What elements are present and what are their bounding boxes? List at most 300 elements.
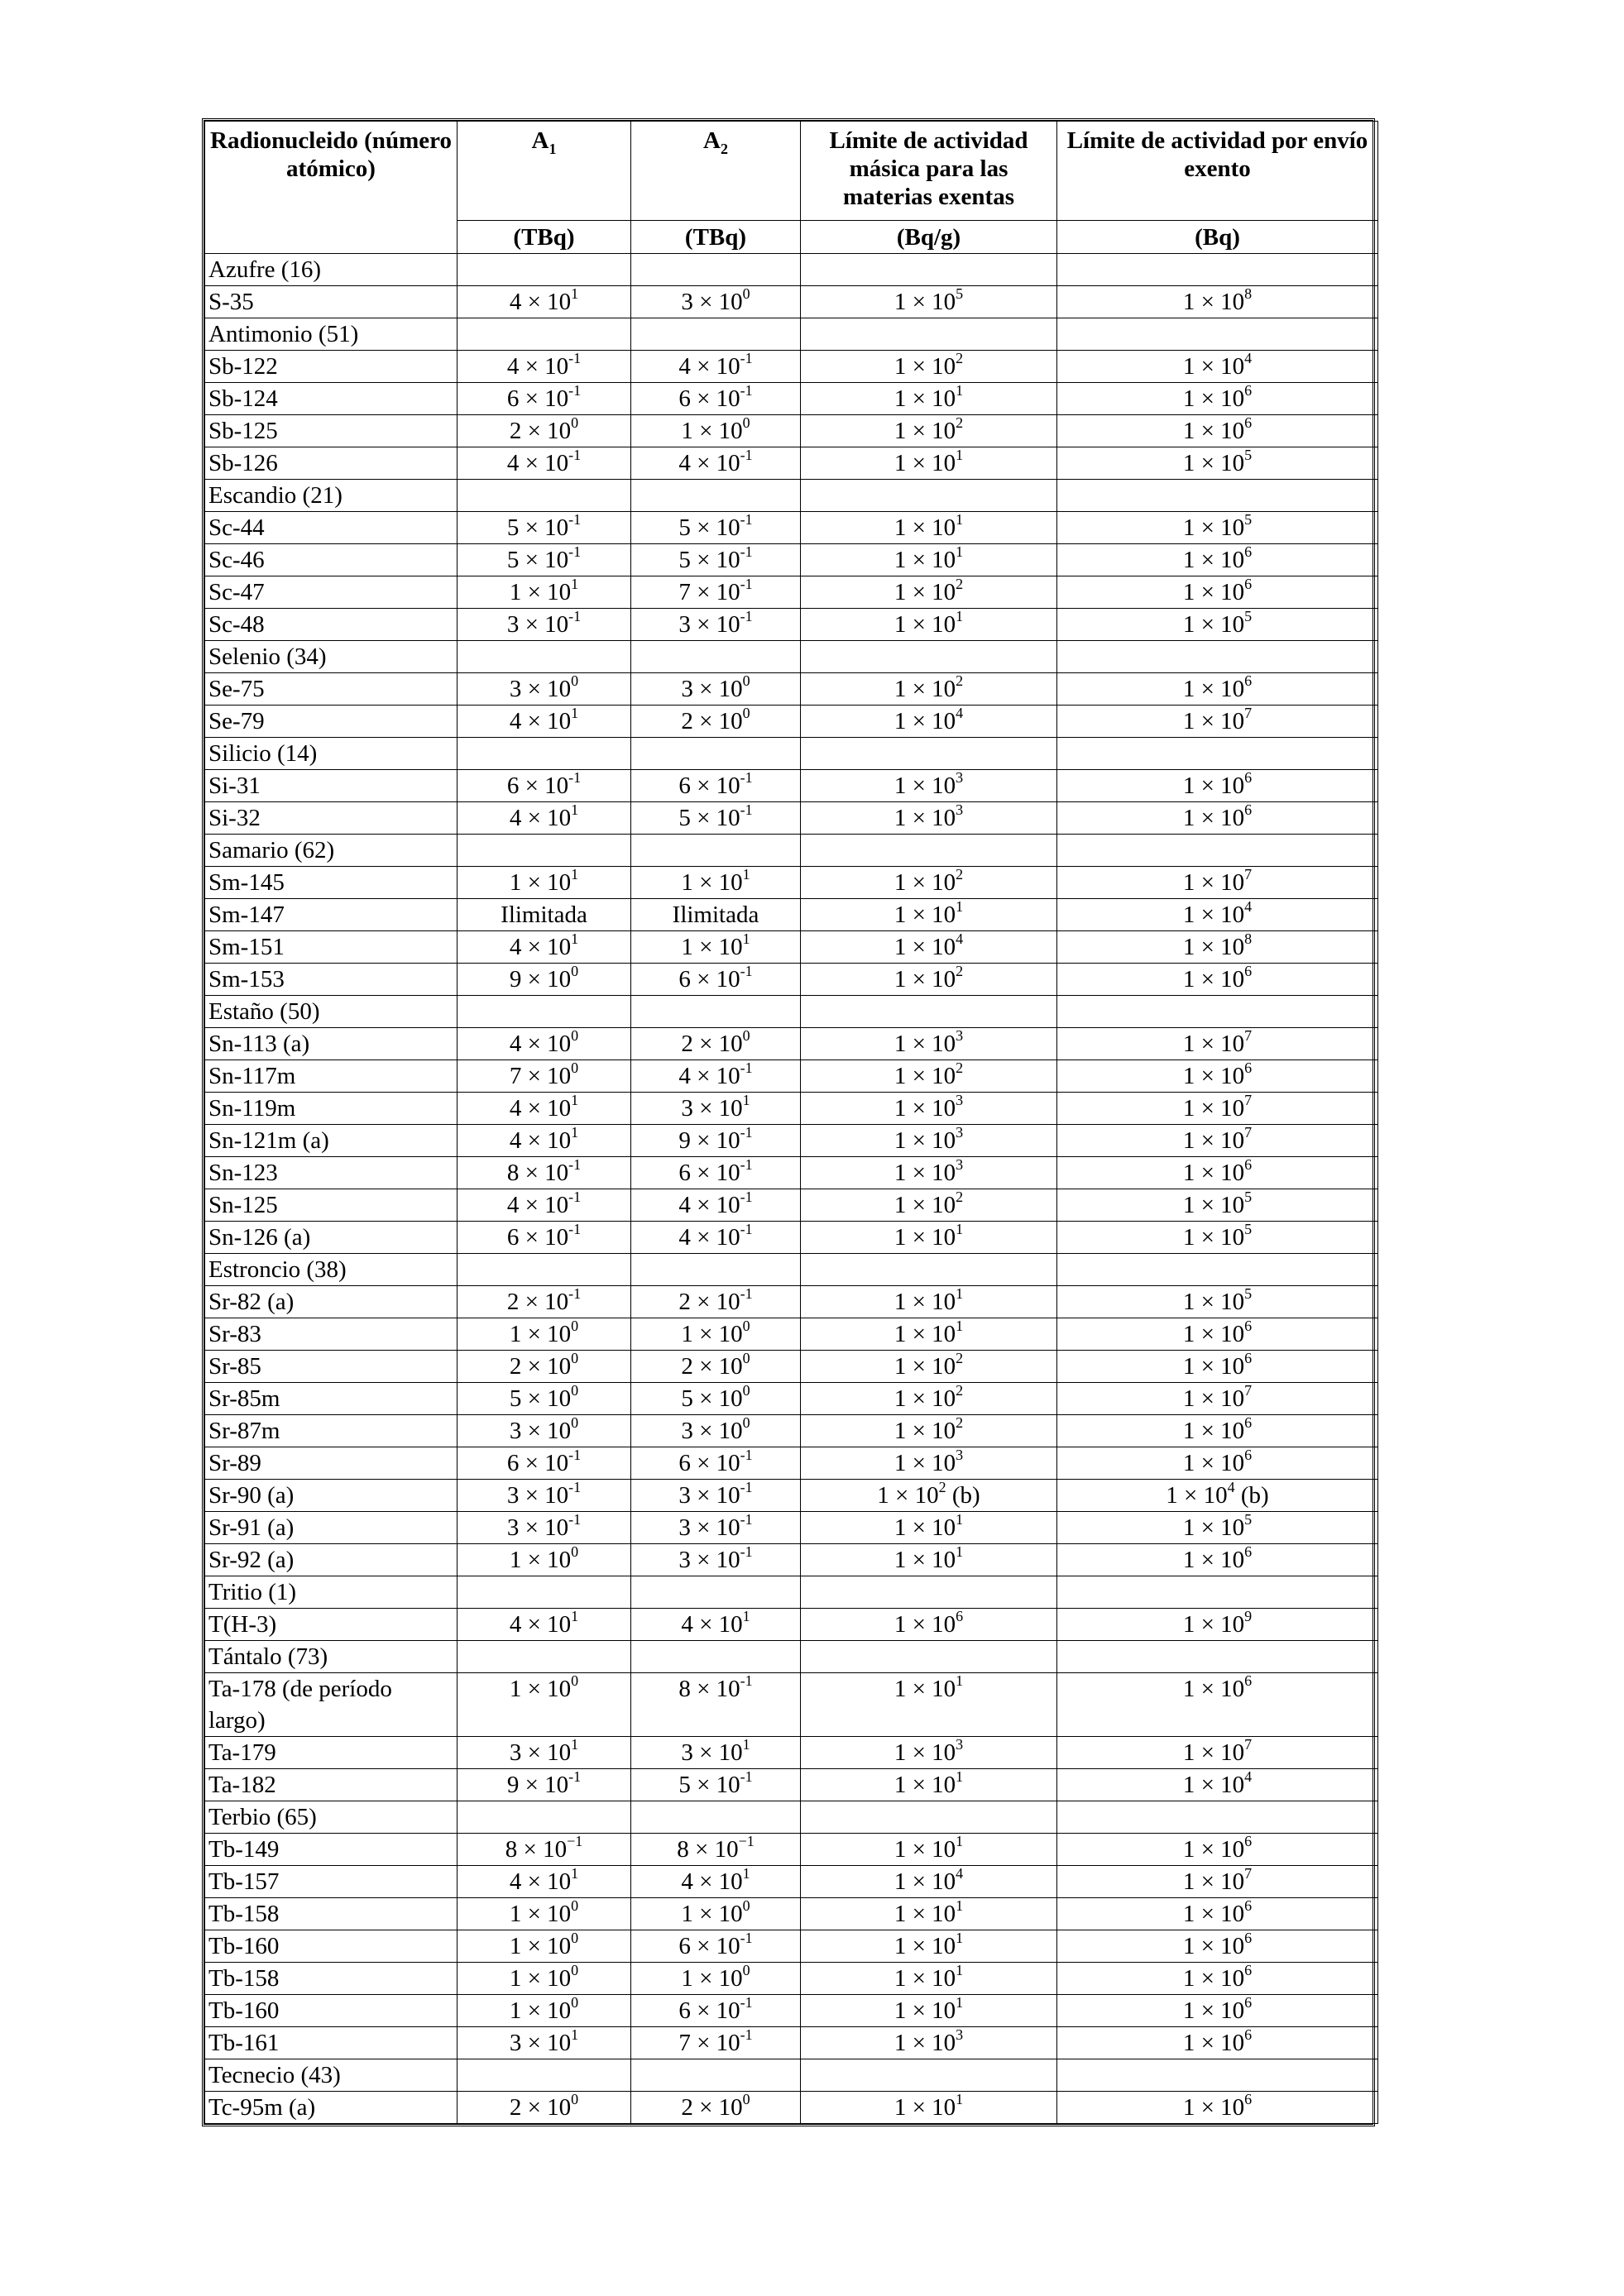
nuclide-row <box>205 1673 1378 1737</box>
a1-value: Ilimitada <box>457 899 631 931</box>
element-name: Terbio (65) <box>205 1801 457 1834</box>
mass-activity-limit-value: $1 \times 10^2$ <box>801 415 1057 447</box>
empty-cell <box>1057 254 1378 286</box>
nuclide-name: Si-31 <box>205 770 457 802</box>
mass-activity-limit-value: $1 \times 10^2$ <box>801 1060 1057 1093</box>
nuclide-row <box>205 1286 1378 1318</box>
mass-activity-limit-value: $1 \times 10^1$ <box>801 2092 1057 2124</box>
a2-value: $3 \times 10^1$ <box>631 1093 801 1125</box>
mass-activity-limit-value: $1 \times 10^1$ <box>801 1834 1057 1866</box>
nuclide-row <box>205 1028 1378 1060</box>
a2-value: $2 \times 10^0$ <box>631 1351 801 1383</box>
mass-activity-limit-value: $1 \times 10^3$ <box>801 1093 1057 1125</box>
nuclide-row <box>205 1060 1378 1093</box>
a2-value: $4 \times 10^1$ <box>631 1866 801 1898</box>
empty-cell <box>801 738 1057 770</box>
nuclide-name: Sc-46 <box>205 544 457 576</box>
consignment-limit-value: $1 \times 10^6$ <box>1057 673 1378 706</box>
nuclide-name: Tb-160 <box>205 1995 457 2027</box>
nuclide-row <box>205 1609 1378 1641</box>
nuclide-name: Sb-125 <box>205 415 457 447</box>
a2-value: $5 \times 10^{-1}$ <box>631 802 801 835</box>
a2-value: $1 \times 10^0$ <box>631 1963 801 1995</box>
mass-activity-limit-value: $1 \times 10^2$ <box>801 867 1057 899</box>
nuclide-name: Sr-83 <box>205 1318 457 1351</box>
empty-cell <box>801 1801 1057 1834</box>
empty-cell <box>1057 641 1378 673</box>
a1-value: $7 \times 10^0$ <box>457 1060 631 1093</box>
nuclide-name: Tb-158 <box>205 1898 457 1930</box>
nuclide-name: Sr-92 (a) <box>205 1544 457 1576</box>
unit-a2: (TBq) <box>631 221 801 254</box>
a1-value: $4 \times 10^1$ <box>457 1125 631 1157</box>
mass-activity-limit-value: $1 \times 10^1$ <box>801 1898 1057 1930</box>
a2-value: $2 \times 10^{-1}$ <box>631 1286 801 1318</box>
a2-value: $3 \times 10^{-1}$ <box>631 1544 801 1576</box>
nuclide-row <box>205 512 1378 544</box>
nuclide-name: Sn-126 (a) <box>205 1222 457 1254</box>
nuclide-name: Sn-119m <box>205 1093 457 1125</box>
a1-value: $1 \times 10^0$ <box>457 1318 631 1351</box>
empty-cell <box>1057 738 1378 770</box>
a1-value: $5 \times 10^{-1}$ <box>457 512 631 544</box>
a1-value: $5 \times 10^0$ <box>457 1383 631 1415</box>
empty-cell <box>631 738 801 770</box>
nuclide-row <box>205 2027 1378 2059</box>
element-name: Selenio (34) <box>205 641 457 673</box>
empty-cell <box>1057 996 1378 1028</box>
mass-activity-limit-value: $1 \times 10^2$ <box>801 351 1057 383</box>
empty-cell <box>1057 480 1378 512</box>
mass-activity-limit-value: $1 \times 10^2$ <box>801 1415 1057 1447</box>
mass-activity-limit-value: $1 \times 10^3$ <box>801 2027 1057 2059</box>
element-group-row <box>205 1254 1378 1286</box>
element-name: Tritio (1) <box>205 1576 457 1609</box>
unit-mass: (Bq/g) <box>801 221 1057 254</box>
nuclide-row <box>205 1318 1378 1351</box>
nuclide-row <box>205 447 1378 480</box>
mass-activity-limit-value: $1 \times 10^1$ <box>801 512 1057 544</box>
a2-value: $6 \times 10^{-1}$ <box>631 770 801 802</box>
nuclide-row <box>205 544 1378 576</box>
element-group-row <box>205 738 1378 770</box>
a1-value: $3 \times 10^{-1}$ <box>457 609 631 641</box>
element-group-row <box>205 480 1378 512</box>
empty-cell <box>801 480 1057 512</box>
a2-value: $7 \times 10^{-1}$ <box>631 576 801 609</box>
a2-value: $9 \times 10^{-1}$ <box>631 1125 801 1157</box>
consignment-limit-value: $1 \times 10^6$ <box>1057 1544 1378 1576</box>
empty-cell <box>631 318 801 351</box>
a1-value: $2 \times 10^0$ <box>457 1351 631 1383</box>
unit-ship: (Bq) <box>1057 221 1378 254</box>
consignment-limit-value: $1 \times 10^6$ <box>1057 2027 1378 2059</box>
empty-cell <box>457 1641 631 1673</box>
a2-value: $5 \times 10^{-1}$ <box>631 1769 801 1801</box>
consignment-limit-value: $1 \times 10^6$ <box>1057 576 1378 609</box>
a1-value: $6 \times 10^{-1}$ <box>457 383 631 415</box>
a2-value: $6 \times 10^{-1}$ <box>631 1157 801 1189</box>
nuclide-name: Sn-117m <box>205 1060 457 1093</box>
nuclide-name: Tc-95m (a) <box>205 2092 457 2124</box>
a2-value: $5 \times 10^0$ <box>631 1383 801 1415</box>
a2-value: $3 \times 10^0$ <box>631 1415 801 1447</box>
a1-value: $2 \times 10^0$ <box>457 2092 631 2124</box>
a2-value: $7 \times 10^{-1}$ <box>631 2027 801 2059</box>
a1-value: $2 \times 10^0$ <box>457 415 631 447</box>
empty-cell <box>801 996 1057 1028</box>
a2-value: $6 \times 10^{-1}$ <box>631 1930 801 1963</box>
consignment-limit-value: $1 \times 10^9$ <box>1057 1609 1378 1641</box>
empty-cell <box>801 318 1057 351</box>
mass-activity-limit-value: $1 \times 10^1$ <box>801 447 1057 480</box>
consignment-limit-value: $1 \times 10^6$ <box>1057 1318 1378 1351</box>
consignment-limit-value: $1 \times 10^6$ <box>1057 1060 1378 1093</box>
empty-cell <box>1057 1641 1378 1673</box>
empty-cell <box>1057 1576 1378 1609</box>
a1-value: $4 \times 10^{-1}$ <box>457 351 631 383</box>
nuclide-row <box>205 1157 1378 1189</box>
nuclide-row <box>205 609 1378 641</box>
consignment-limit-value: $1 \times 10^7$ <box>1057 1866 1378 1898</box>
empty-cell <box>631 835 801 867</box>
nuclide-name: Sm-147 <box>205 899 457 931</box>
consignment-limit-value: $1 \times 10^7$ <box>1057 706 1378 738</box>
nuclide-name: Sr-85m <box>205 1383 457 1415</box>
mass-activity-limit-value: $1 \times 10^3$ <box>801 1447 1057 1480</box>
consignment-limit-value: $1 \times 10^5$ <box>1057 609 1378 641</box>
mass-activity-limit-value: $1 \times 10^3$ <box>801 1028 1057 1060</box>
nuclide-row <box>205 1480 1378 1512</box>
a1-value: $6 \times 10^{-1}$ <box>457 770 631 802</box>
element-group-row <box>205 641 1378 673</box>
mass-activity-limit-value: $1 \times 10^2$ <box>801 576 1057 609</box>
element-group-row <box>205 254 1378 286</box>
consignment-limit-value: $1 \times 10^7$ <box>1057 1125 1378 1157</box>
mass-activity-limit-value: $1 \times 10^1$ <box>801 544 1057 576</box>
a1-value: $4 \times 10^1$ <box>457 286 631 318</box>
nuclide-row <box>205 1093 1378 1125</box>
a1-value: $3 \times 10^1$ <box>457 1737 631 1769</box>
empty-cell <box>457 1801 631 1834</box>
a2-value: $4 \times 10^{-1}$ <box>631 1222 801 1254</box>
nuclide-row <box>205 1834 1378 1866</box>
a2-value: $3 \times 10^0$ <box>631 673 801 706</box>
nuclide-row <box>205 1737 1378 1769</box>
empty-cell <box>457 1254 631 1286</box>
consignment-limit-value: $1 \times 10^4$ <box>1057 899 1378 931</box>
element-group-row <box>205 996 1378 1028</box>
a1-value: $1 \times 10^1$ <box>457 576 631 609</box>
header-row <box>205 122 1378 221</box>
table-body <box>205 254 1378 2124</box>
mass-activity-limit-value: $1 \times 10^1$ <box>801 1286 1057 1318</box>
a1-value: $1 \times 10^0$ <box>457 1544 631 1576</box>
nuclide-name: Sr-85 <box>205 1351 457 1383</box>
a1-value: $1 \times 10^0$ <box>457 1995 631 2027</box>
mass-activity-limit-value: $1 \times 10^1$ <box>801 1769 1057 1801</box>
nuclide-name: Se-75 <box>205 673 457 706</box>
a1-value: $4 \times 10^{-1}$ <box>457 1189 631 1222</box>
empty-cell <box>631 996 801 1028</box>
a2-value: $4 \times 10^{-1}$ <box>631 447 801 480</box>
consignment-limit-value: $1 \times 10^6$ <box>1057 1834 1378 1866</box>
a1-value: $4 \times 10^1$ <box>457 706 631 738</box>
radionuclide-table-frame <box>202 118 1375 2126</box>
element-name: Escandio (21) <box>205 480 457 512</box>
nuclide-name: Sm-151 <box>205 931 457 964</box>
nuclide-name: Se-79 <box>205 706 457 738</box>
element-name: Samario (62) <box>205 835 457 867</box>
mass-activity-limit-value: $1 \times 10^3$ <box>801 1737 1057 1769</box>
consignment-limit-value: $1 \times 10^7$ <box>1057 1093 1378 1125</box>
mass-activity-limit-value: $1 \times 10^3$ <box>801 770 1057 802</box>
empty-cell <box>631 480 801 512</box>
consignment-limit-value: $1 \times 10^6$ <box>1057 1351 1378 1383</box>
element-group-row <box>205 1576 1378 1609</box>
nuclide-name: Sn-123 <box>205 1157 457 1189</box>
a2-value: Ilimitada <box>631 899 801 931</box>
consignment-limit-value: $1 \times 10^6$ <box>1057 964 1378 996</box>
a2-value: $2 \times 10^0$ <box>631 1028 801 1060</box>
header-mass-activity-limit: Límite de actividad másica para las materias exentas <box>801 122 1057 221</box>
nuclide-name: Sb-126 <box>205 447 457 480</box>
a1-value: $8 \times 10^{-1}$ <box>457 1157 631 1189</box>
element-name: Antimonio (51) <box>205 318 457 351</box>
mass-activity-limit-value: $1 \times 10^1$ <box>801 383 1057 415</box>
empty-cell <box>457 835 631 867</box>
element-name: Tántalo (73) <box>205 1641 457 1673</box>
header-radionuclide: Radionucleido (número atómico) <box>205 122 457 221</box>
a1-value: $4 \times 10^0$ <box>457 1028 631 1060</box>
consignment-limit-value: $1 \times 10^6$ <box>1057 1447 1378 1480</box>
nuclide-row <box>205 286 1378 318</box>
empty-cell <box>1057 318 1378 351</box>
mass-activity-limit-value: $1 \times 10^1$ <box>801 1995 1057 2027</box>
nuclide-name: Sn-125 <box>205 1189 457 1222</box>
empty-cell <box>1057 2059 1378 2092</box>
a1-value: $4 \times 10^1$ <box>457 802 631 835</box>
nuclide-name: Sc-44 <box>205 512 457 544</box>
nuclide-name: Sm-153 <box>205 964 457 996</box>
mass-activity-limit-value: $1 \times 10^2$ <box>801 1189 1057 1222</box>
mass-activity-limit-value: $1 \times 10^2$ <box>801 964 1057 996</box>
mass-activity-limit-value: $1 \times 10^1$ <box>801 1963 1057 1995</box>
nuclide-row <box>205 964 1378 996</box>
empty-cell <box>631 2059 801 2092</box>
a1-value: $4 \times 10^1$ <box>457 1866 631 1898</box>
nuclide-name: Ta-182 <box>205 1769 457 1801</box>
a2-value: $4 \times 10^{-1}$ <box>631 1060 801 1093</box>
a2-value: $6 \times 10^{-1}$ <box>631 1447 801 1480</box>
consignment-limit-value: $1 \times 10^8$ <box>1057 931 1378 964</box>
nuclide-name: Sr-87m <box>205 1415 457 1447</box>
nuclide-row <box>205 1351 1378 1383</box>
a1-value: $3 \times 10^{-1}$ <box>457 1512 631 1544</box>
empty-cell <box>801 835 1057 867</box>
consignment-limit-value: $1 \times 10^6$ <box>1057 1930 1378 1963</box>
empty-cell <box>801 641 1057 673</box>
mass-activity-limit-value: $1 \times 10^2$ (b) <box>801 1480 1057 1512</box>
header-a2: $A_2$ <box>631 122 801 221</box>
a2-value: $4 \times 10^{-1}$ <box>631 1189 801 1222</box>
element-name: Estaño (50) <box>205 996 457 1028</box>
empty-cell <box>457 996 631 1028</box>
a2-value: $3 \times 10^{-1}$ <box>631 609 801 641</box>
nuclide-row <box>205 1898 1378 1930</box>
element-name: Tecnecio (43) <box>205 2059 457 2092</box>
nuclide-name: Tb-160 <box>205 1930 457 1963</box>
nuclide-name: Sc-48 <box>205 609 457 641</box>
empty-cell <box>457 318 631 351</box>
mass-activity-limit-value: $1 \times 10^2$ <box>801 1383 1057 1415</box>
empty-cell <box>631 1641 801 1673</box>
element-group-row <box>205 835 1378 867</box>
element-group-row <box>205 2059 1378 2092</box>
consignment-limit-value: $1 \times 10^6$ <box>1057 802 1378 835</box>
mass-activity-limit-value: $1 \times 10^5$ <box>801 286 1057 318</box>
consignment-limit-value: $1 \times 10^8$ <box>1057 286 1378 318</box>
consignment-limit-value: $1 \times 10^6$ <box>1057 1963 1378 1995</box>
element-group-row <box>205 318 1378 351</box>
empty-cell <box>801 1576 1057 1609</box>
nuclide-name: Sm-145 <box>205 867 457 899</box>
consignment-limit-value: $1 \times 10^7$ <box>1057 867 1378 899</box>
a2-value: $6 \times 10^{-1}$ <box>631 383 801 415</box>
consignment-limit-value: $1 \times 10^6$ <box>1057 770 1378 802</box>
consignment-limit-value: $1 \times 10^6$ <box>1057 383 1378 415</box>
nuclide-row <box>205 576 1378 609</box>
mass-activity-limit-value: $1 \times 10^1$ <box>801 1512 1057 1544</box>
mass-activity-limit-value: $1 \times 10^1$ <box>801 609 1057 641</box>
a2-value: $8 \times 10^{-1}$ <box>631 1834 801 1866</box>
consignment-limit-value: $1 \times 10^6$ <box>1057 1995 1378 2027</box>
mass-activity-limit-value: $1 \times 10^6$ <box>801 1609 1057 1641</box>
nuclide-row <box>205 673 1378 706</box>
nuclide-row <box>205 415 1378 447</box>
a1-value: $3 \times 10^0$ <box>457 673 631 706</box>
empty-cell <box>801 1641 1057 1673</box>
empty-cell <box>457 1576 631 1609</box>
consignment-limit-value: $1 \times 10^5$ <box>1057 1189 1378 1222</box>
a1-value: $3 \times 10^0$ <box>457 1415 631 1447</box>
mass-activity-limit-value: $1 \times 10^4$ <box>801 931 1057 964</box>
nuclide-row <box>205 2092 1378 2124</box>
a2-value: $5 \times 10^{-1}$ <box>631 544 801 576</box>
header-a1: $A_1$ <box>457 122 631 221</box>
a1-value: $4 \times 10^{-1}$ <box>457 447 631 480</box>
consignment-limit-value: $1 \times 10^6$ <box>1057 1157 1378 1189</box>
mass-activity-limit-value: $1 \times 10^1$ <box>801 1222 1057 1254</box>
a2-value: $3 \times 10^{-1}$ <box>631 1512 801 1544</box>
element-group-row <box>205 1641 1378 1673</box>
nuclide-row <box>205 802 1378 835</box>
consignment-limit-value: $1 \times 10^4$ <box>1057 351 1378 383</box>
empty-cell <box>631 1254 801 1286</box>
consignment-limit-value: $1 \times 10^6$ <box>1057 2092 1378 2124</box>
nuclide-name: Sb-122 <box>205 351 457 383</box>
nuclide-row <box>205 1866 1378 1898</box>
header-consignment-activity-limit: Límite de actividad por envío exento <box>1057 122 1378 221</box>
empty-cell <box>631 254 801 286</box>
empty-cell <box>801 254 1057 286</box>
nuclide-name: Sb-124 <box>205 383 457 415</box>
a1-value: $1 \times 10^1$ <box>457 867 631 899</box>
nuclide-name: Tb-161 <box>205 2027 457 2059</box>
nuclide-name: Sn-113 (a) <box>205 1028 457 1060</box>
a1-value: $8 \times 10^{-1}$ <box>457 1834 631 1866</box>
element-name: Azufre (16) <box>205 254 457 286</box>
a1-value: $4 \times 10^1$ <box>457 1093 631 1125</box>
mass-activity-limit-value: $1 \times 10^1$ <box>801 1930 1057 1963</box>
mass-activity-limit-value: $1 \times 10^2$ <box>801 673 1057 706</box>
a2-value: $6 \times 10^{-1}$ <box>631 1995 801 2027</box>
a2-value: $2 \times 10^0$ <box>631 2092 801 2124</box>
nuclide-row <box>205 1383 1378 1415</box>
a1-value: $1 \times 10^0$ <box>457 1898 631 1930</box>
nuclide-row <box>205 899 1378 931</box>
empty-cell <box>1057 835 1378 867</box>
nuclide-row <box>205 1125 1378 1157</box>
a1-value: $9 \times 10^{-1}$ <box>457 1769 631 1801</box>
mass-activity-limit-value: $1 \times 10^4$ <box>801 1866 1057 1898</box>
nuclide-name: Sr-82 (a) <box>205 1286 457 1318</box>
a2-value: $1 \times 10^0$ <box>631 1318 801 1351</box>
element-name: Silicio (14) <box>205 738 457 770</box>
nuclide-name: Ta-179 <box>205 1737 457 1769</box>
nuclide-name: S-35 <box>205 286 457 318</box>
nuclide-name: Tb-157 <box>205 1866 457 1898</box>
empty-cell <box>1057 1801 1378 1834</box>
mass-activity-limit-value: $1 \times 10^1$ <box>801 1544 1057 1576</box>
consignment-limit-value: $1 \times 10^4$ <box>1057 1769 1378 1801</box>
nuclide-row <box>205 1415 1378 1447</box>
nuclide-name: Ta-178 (de período largo) <box>205 1673 457 1737</box>
a2-value: $4 \times 10^{-1}$ <box>631 351 801 383</box>
a2-value: $3 \times 10^0$ <box>631 286 801 318</box>
nuclide-name: Sc-47 <box>205 576 457 609</box>
empty-cell <box>1057 1254 1378 1286</box>
a2-value: $1 \times 10^0$ <box>631 1898 801 1930</box>
unit-empty <box>205 221 457 254</box>
consignment-limit-value: $1 \times 10^5$ <box>1057 1512 1378 1544</box>
nuclide-name: Sr-89 <box>205 1447 457 1480</box>
a1-value: $6 \times 10^{-1}$ <box>457 1222 631 1254</box>
consignment-limit-value: $1 \times 10^5$ <box>1057 512 1378 544</box>
empty-cell <box>801 1254 1057 1286</box>
consignment-limit-value: $1 \times 10^7$ <box>1057 1737 1378 1769</box>
consignment-limit-value: $1 \times 10^7$ <box>1057 1028 1378 1060</box>
empty-cell <box>801 2059 1057 2092</box>
a1-value: $4 \times 10^1$ <box>457 931 631 964</box>
empty-cell <box>457 254 631 286</box>
radionuclide-table <box>204 121 1378 2124</box>
nuclide-name: Si-32 <box>205 802 457 835</box>
mass-activity-limit-value: $1 \times 10^3$ <box>801 1157 1057 1189</box>
empty-cell <box>631 1576 801 1609</box>
a2-value: $1 \times 10^1$ <box>631 867 801 899</box>
nuclide-row <box>205 1189 1378 1222</box>
a2-value: $8 \times 10^{-1}$ <box>631 1673 801 1737</box>
unit-a1: (TBq) <box>457 221 631 254</box>
consignment-limit-value: $1 \times 10^4$ (b) <box>1057 1480 1378 1512</box>
nuclide-name: Sn-121m (a) <box>205 1125 457 1157</box>
empty-cell <box>457 641 631 673</box>
consignment-limit-value: $1 \times 10^6$ <box>1057 1898 1378 1930</box>
nuclide-row <box>205 383 1378 415</box>
empty-cell <box>457 2059 631 2092</box>
a2-value: $1 \times 10^1$ <box>631 931 801 964</box>
